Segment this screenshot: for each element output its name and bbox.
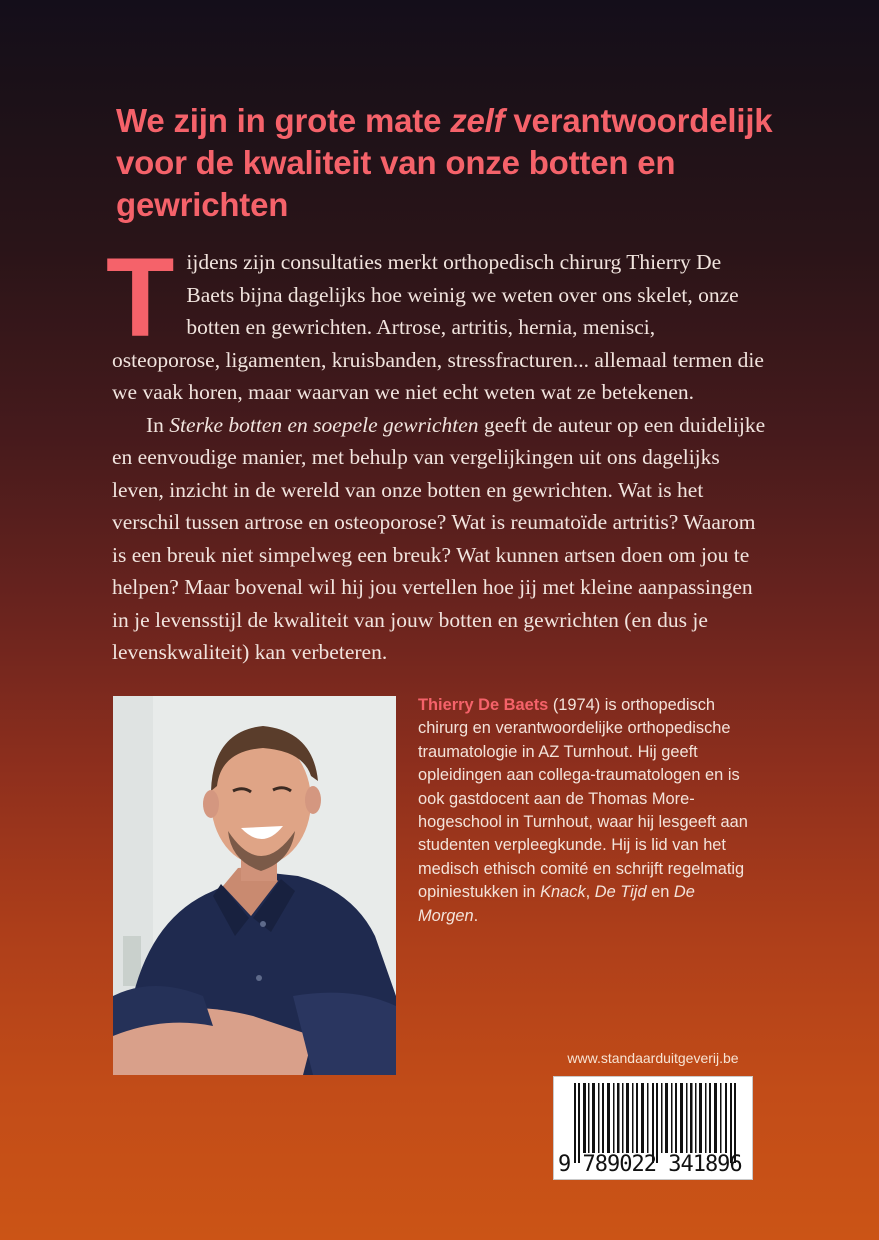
isbn-number: 9 789022 341896 xyxy=(558,1152,742,1177)
publication-de-morgen: De Morgen xyxy=(418,883,695,925)
headline-text-2: verantwoordelijk voor de kwaliteit van onze botten en gewrichten xyxy=(116,102,773,223)
author-bio-text: (1974) is orthopedisch chirurg en verantwoordelijke orthopedische traumatologie in AZ Turnhout. Hij geeft opleidingen aan collega-traumatologen en is ook gastdocent aan de Thomas More-hogeschool in Turnhout, waar hij lesgeeft aan studenten verpleegkunde. Hij is lid van het medisch ethisch comité en schrijft regelmatig opiniestukken in xyxy=(418,696,748,902)
author-bio xyxy=(418,694,748,928)
headline-text-1: We zijn in grote mate xyxy=(116,102,451,139)
drop-cap: T xyxy=(106,235,175,360)
bio-separator: , xyxy=(585,883,595,902)
isbn-barcode xyxy=(553,1076,753,1180)
book-title: Sterke botten en soepele gewrichten xyxy=(169,412,479,437)
bio-separator: en xyxy=(646,883,674,902)
blurb-paragraph-1-text: ijdens zijn consultaties merkt orthopedisch chirurg Thierry De Baets bijna dagelijks hoe weinig we weten over ons skelet, onze botten en gewrichten. Artrose, artritis, hernia, menisci, osteoporose, ligamenten, kruisbanden, stressfracturen... allemaal termen die we vaak horen, maar waarvan we niet echt weten wat ze betekenen. xyxy=(112,250,764,404)
headline-emphasis: zelf xyxy=(450,102,505,139)
author-photo xyxy=(113,696,396,1075)
blurb-p2-text: geeft de auteur op een duidelijke en eenvoudige manier, met behulp van vergelijkingen uit ons dagelijks leven, inzicht in de wereld van onze botten en gewrichten. Wat is het verschil tussen artrose en osteoporose? Wat is reumatoïde artritis? Waarom is een breuk niet simpelweg een breuk? Wat kunnen artsen doen om jou te helpen? Maar bovenal wil hij jou vertellen hoe jij met kleine aanpassingen in je levensstijl de kwaliteit van jouw botten en gewrichten (en dus je levenskwaliteit) kan verbeteren. xyxy=(112,412,766,664)
blurb-paragraph-2 xyxy=(112,409,768,669)
blurb-paragraph-1 xyxy=(106,235,768,409)
blurb xyxy=(106,235,768,669)
portrait-illustration xyxy=(113,696,396,1075)
publication-de-tijd: De Tijd xyxy=(594,883,647,902)
bio-end: . xyxy=(473,906,479,925)
publisher-website: www.standaarduitgeverij.be xyxy=(567,1050,739,1066)
author-name: Thierry De Baets xyxy=(418,696,549,714)
publication-knack: Knack xyxy=(540,883,586,902)
blurb-p2-prefix: In xyxy=(146,412,170,437)
cover-headline xyxy=(116,100,776,226)
barcode-bars-icon xyxy=(574,1083,736,1163)
